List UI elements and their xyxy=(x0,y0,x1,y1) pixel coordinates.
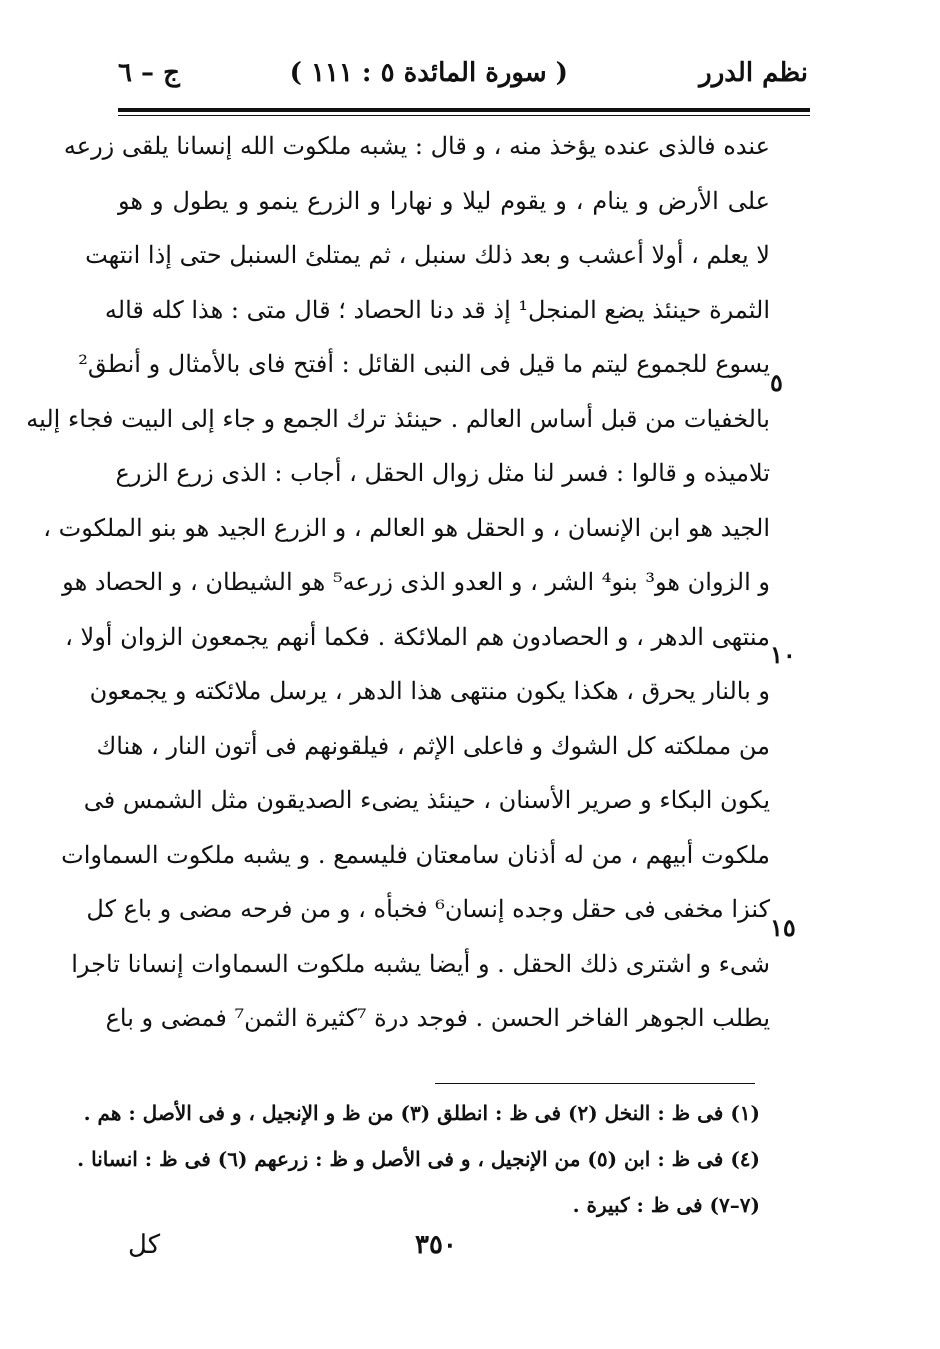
main-text xyxy=(26,126,770,1053)
text-line: على الأرض و ينام ، و يقوم ليلا و نهارا و الزرع ينمو و يطول و هو xyxy=(118,186,770,215)
sura-reference: ( سورة المائدة ٥ : ١١١ ) xyxy=(289,58,568,88)
text-line: و بالنار يحرق ، هكذا يكون منتهى هذا الدهر ، يرسل ملائكته و يجمعون xyxy=(89,677,770,705)
text-line: شىء و اشترى ذلك الحقل . و أيضا يشبه ملكوت السماوات إنسانا تاجرا xyxy=(71,949,770,978)
text-line: يكون البكاء و صرير الأسنان ، حينئذ يضىء الصديقون مثل الشمس فى xyxy=(83,786,770,814)
volume-number: ج – ٦ xyxy=(118,58,180,88)
page-number: ٣٥٠ xyxy=(415,1230,457,1260)
footnote-rule xyxy=(435,1083,755,1084)
text-line: ملكوت أبيهم ، من له أذنان سامعتان فليسمع . و يشبه ملكوت السماوات xyxy=(61,840,770,869)
page-header xyxy=(118,58,808,98)
line-number-15: ١٥ xyxy=(770,913,796,942)
header-rule-thick xyxy=(118,108,810,112)
footnote-line: (١) فى ظ : النخل (٢) فى ظ : انطلق (٣) من ظ و الإنجيل ، و فى الأصل : هم . xyxy=(83,1101,760,1125)
line-number-5: ٥ xyxy=(770,368,783,397)
text-line: من مملكته كل الشوك و فاعلى الإثم ، فيلقونهم فى أتون النار ، هناك xyxy=(96,731,770,760)
text-line: كنزا مخفى فى حقل وجده إنسان⁶ فخبأه ، و من فرحه مضى و باع كل xyxy=(86,895,770,923)
text-line: الثمرة حينئذ يضع المنجل¹ إذ قد دنا الحصاد ؛ قال متى : هذا كله قاله xyxy=(104,295,770,324)
text-line: يطلب الجوهر الفاخر الحسن . فوجد درة ⁷كثيرة الثمن⁷ فمضى و باع xyxy=(105,1004,770,1032)
book-title: نظم الدرر xyxy=(699,58,808,88)
catchword: كل xyxy=(128,1230,161,1260)
footnote-line: (٤) فى ظ : ابن (٥) من الإنجيل ، و فى الأصل و ظ : زرعهم (٦) فى ظ : انسانا . xyxy=(77,1147,760,1171)
line-number-10: ١٠ xyxy=(770,640,796,669)
text-line: يسوع للجموع ليتم ما قيل فى النبى القائل : أفتح فاى بالأمثال و أنطق² xyxy=(78,350,770,378)
text-line: الجيد هو ابن الإنسان ، و الحقل هو العالم ، و الزرع الجيد هو بنو الملكوت ، xyxy=(43,513,770,542)
text-line: تلاميذه و قالوا : فسر لنا مثل زوال الحقل ، أجاب : الذى زرع الزرع xyxy=(115,459,770,487)
footnote-line: (٧–٧) فى ظ : كبيرة . xyxy=(572,1193,760,1217)
header-rule-thin xyxy=(118,115,810,116)
text-line: و الزوان هو³ بنو⁴ الشر ، و العدو الذى زرعه⁵ هو الشيطان ، و الحصاد هو xyxy=(62,568,770,596)
text-line: منتهى الدهر ، و الحصادون هم الملائكة . فكما أنهم يجمعون الزوان أولا ، xyxy=(65,622,770,651)
text-line: بالخفيات من قبل أساس العالم . حينئذ ترك الجمع و جاء إلى البيت فجاء إليه xyxy=(26,404,770,433)
text-line: عنده فالذى عنده يؤخذ منه ، و قال : يشبه ملكوت الله إنسانا يلقى زرعه xyxy=(63,132,770,160)
footnotes xyxy=(77,1093,760,1231)
text-line: لا يعلم ، أولا أعشب و بعد ذلك سنبل ، ثم يمتلئ السنبل حتى إذا انتهت xyxy=(85,241,770,269)
